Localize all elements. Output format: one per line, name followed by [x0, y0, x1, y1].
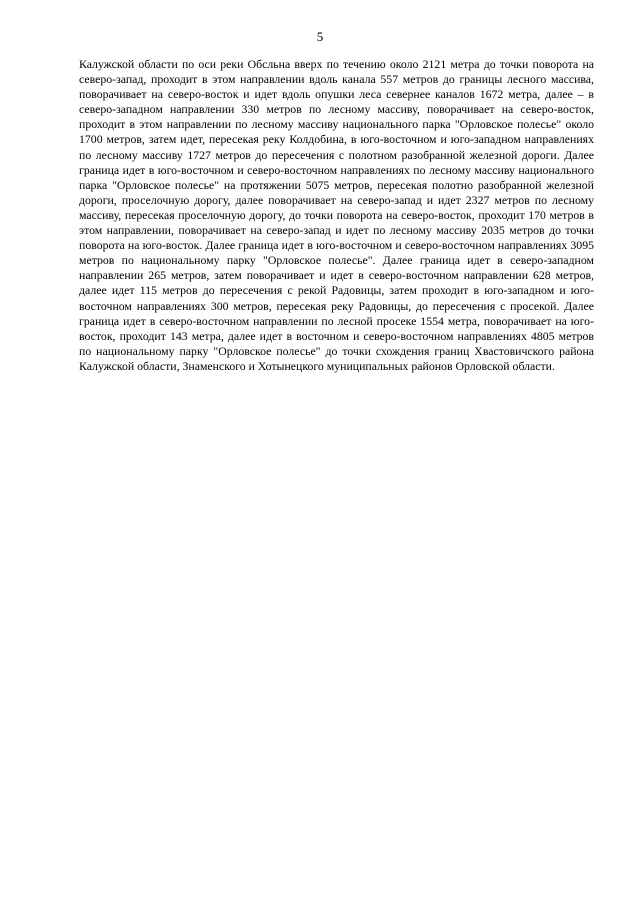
page-number: 5: [316, 29, 324, 44]
boundary-description-paragraph: Калужской области по оси реки Обсльна вверх по течению около 2121 метра до точки поворота на северо-запад, проходит в этом направлении вдоль канала 557 метров до границы лесного массива, поворачивает на северо-восток и идет вдоль опушки леса севернее каналов 1672 метра, далее – в северо-западном направлении 330 метров по лесному массиву, поворачивает на северо-восток, проходит в этом направлении по лесному массиву национального парка "Орловское полесье" около 1700 метров, затем идет, пересекая реку Колдобина, в юго-восточном и юго-западном направлениях по лесному массиву 1727 метров до пересечения с полотном разобранной железной дороги. Далее граница идет в юго-восточном и северо-восточном направлениях по лесному массиву национального парка "Орловское полесье" на протяжении 5075 метров, пересекая полотно разобранной железной дороги, проселочную дорогу, далее поворачивает на северо-запад и идет 2327 метров по лесному массиву, пересекая проселочную дорогу, до точки поворота на северо-восток, проходит 170 метров в этом направлении, поворачивает на северо-запад и идет по лесному массиву 2035 метров до точки поворота на юго-восток. Далее граница идет в юго-восточном и северо-восточном направлениях 3095 метров по национальному парку "Орловское полесье". Далее граница идет в северо-западном направлении 265 метров, затем поворачивает и идет в северо-восточном направлении 628 метров, далее идет 115 метров до пересечения с рекой Радовицы, затем проходит в юго-западном и юго-восточном направлениях 300 метров, пересекая реку Радовицы, до пересечения с просекой. Далее граница идет в северо-восточном направлении по лесной просеке 1554 метра, поворачивает на юго-восток, проходит 143 метра, далее идет в восточном и северо-восточном направлениях 4805 метров по национальному парку "Орловское полесье" до точки схождения границ Хвастовичского района Калужской области, Знаменского и Хотынецкого муниципальных районов Орловской области.: [79, 57, 594, 373]
